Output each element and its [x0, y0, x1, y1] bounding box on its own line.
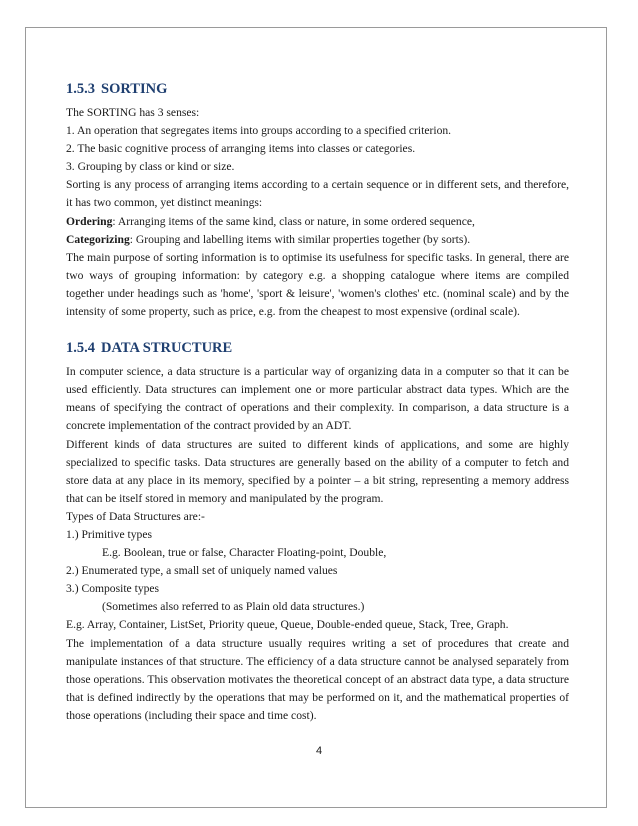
types-heading: Types of Data Structures are:- [66, 509, 205, 523]
categorizing-description: : Grouping and labelling items with similar properties together (by sorts). [129, 232, 471, 246]
term-categorizing: Categorizing [66, 232, 130, 246]
composite-note: (Sometimes also referred to as Plain old data structures.) [102, 600, 365, 614]
section-number: 1.5.4 [66, 340, 95, 357]
page-number: 4 [315, 745, 323, 757]
term-ordering: Ordering [66, 214, 113, 228]
list-item-primitive: 1.) Primitive types [66, 527, 152, 541]
document-body [66, 80, 569, 725]
paragraph-intro: The SORTING has 3 senses: [66, 106, 200, 119]
section-sorting [66, 80, 569, 321]
section-heading-sorting [66, 80, 569, 98]
list-item-sense-3: 3. Grouping by class or kind or size. [66, 160, 235, 174]
paragraph-definition: Sorting is any process of arranging items according to a certain sequence or in different sets, and therefore, it has two common, yet distinct meanings: [66, 178, 569, 210]
section-title: SORTING [101, 81, 168, 97]
section-data-structure [66, 339, 569, 725]
list-item-enumerated: 2.) Enumerated type, a small set of uniquely named values [66, 564, 338, 578]
paragraph-ds-kinds: Different kinds of data structures are suited to different kinds of applications, and some are highly specialized to specific tasks. Data structures are generally based on the ability of a computer to fetch and store data at any place in its memory, specified by a pointer – a bit string, representing a memory address that can be itself stored in memory and manipulated by the program. [66, 437, 569, 505]
paragraph-purpose: The main purpose of sorting information is to optimise its usefulness for specific tasks. In general, there are two ways of grouping information: by category e.g. a shopping catalogue where items are compiled together under headings such as 'home', 'sport & leisure', 'women's clothes' etc. (nominal scale) and by the intensity of some property, such as price, e.g. from the cheapest to most expensive (ordinal scale). [66, 250, 569, 319]
section-title: DATA STRUCTURE [101, 340, 233, 357]
list-item-sense-1: 1. An operation that segregates items into groups according to a specified criterion. [66, 124, 452, 138]
section-heading-data-structure [66, 339, 569, 357]
paragraph-implementation: The implementation of a data structure usually requires writing a set of procedures that create and manipulate instances of that structure. The efficiency of a data structure cannot be analysed separately from those operations. This observation motivates the theoretical concept of an abstract data type, a data structure that is defined indirectly by the operations that may be performed on it, and the mathematical properties of those operations (including their space and time cost). [66, 636, 569, 722]
ordering-description: : Arranging items of the same kind, class or nature, in some ordered sequence, [112, 214, 475, 228]
section-number: 1.5.3 [66, 81, 95, 97]
paragraph-categorizing [66, 231, 569, 249]
primitive-example: E.g. Boolean, true or false, Character Floating-point, Double, [102, 546, 387, 560]
paragraph-ordering [66, 213, 569, 231]
paragraph-ds-intro: In computer science, a data structure is a particular way of organizing data in a computer so that it can be used efficiently. Data structures can implement one or more particular abstract data types. Which are the means of specifying the contract of operations and their complexity. In comparison, a data structure is a concrete implementation of the contract provided by an ADT. [66, 365, 569, 433]
list-item-sense-2: 2. The basic cognitive process of arranging items into classes or categories. [66, 142, 416, 156]
examples-line: E.g. Array, Container, ListSet, Priority queue, Queue, Double-ended queue, Stack, Tree, Graph. [66, 618, 509, 632]
list-item-composite: 3.) Composite types [66, 582, 160, 596]
